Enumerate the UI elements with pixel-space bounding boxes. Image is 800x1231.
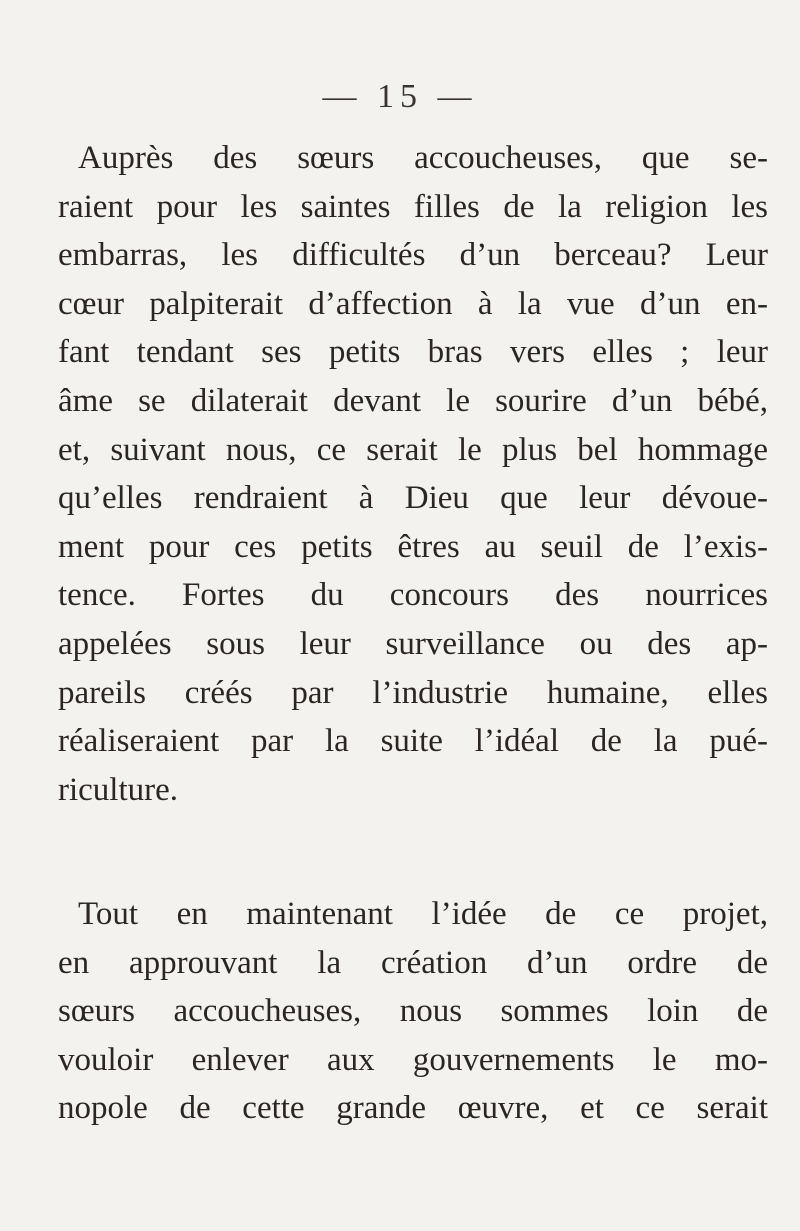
- text-line: riculture.: [58, 771, 179, 808]
- text-line: pareils créés par l’industrie humaine, elles: [58, 674, 768, 711]
- text-line: tence. Fortes du concours des nourrices: [58, 577, 768, 614]
- paragraph-1: [58, 134, 768, 814]
- text-line: Tout en maintenant l’idée de ce projet,: [78, 896, 768, 932]
- text-line: fant tendant ses petits bras vers elles ; leur: [58, 334, 768, 371]
- paragraph-2: [58, 890, 768, 1133]
- text-line: qu’elles rendraient à Dieu que leur dévoue-: [58, 480, 768, 517]
- text-line: ment pour ces petits êtres au seuil de l’exis-: [58, 528, 768, 565]
- text-line: Auprès des sœurs accoucheuses, que se-: [78, 140, 768, 176]
- page-number: — 15 —: [322, 78, 478, 115]
- text-line: raient pour les saintes filles de la religion les: [58, 188, 768, 225]
- text-line: embarras, les difficultés d’un berceau? Leur: [58, 237, 768, 274]
- text-line: et, suivant nous, ce serait le plus bel hommage: [58, 431, 768, 468]
- text-line: en approuvant la création d’un ordre de: [58, 944, 768, 981]
- text-line: réaliseraient par la suite l’idéal de la pué-: [58, 723, 768, 760]
- text-line: sœurs accoucheuses, nous sommes loin de: [58, 993, 768, 1030]
- text-line: âme se dilaterait devant le sourire d’un bébé,: [58, 382, 768, 419]
- text-line: nopole de cette grande œuvre, et ce serait: [58, 1090, 768, 1127]
- text-line: vouloir enlever aux gouvernements le mo-: [58, 1041, 768, 1078]
- text-line: appelées sous leur surveillance ou des ap-: [58, 625, 768, 662]
- text-line: cœur palpiterait d’affection à la vue d’un en-: [58, 285, 768, 322]
